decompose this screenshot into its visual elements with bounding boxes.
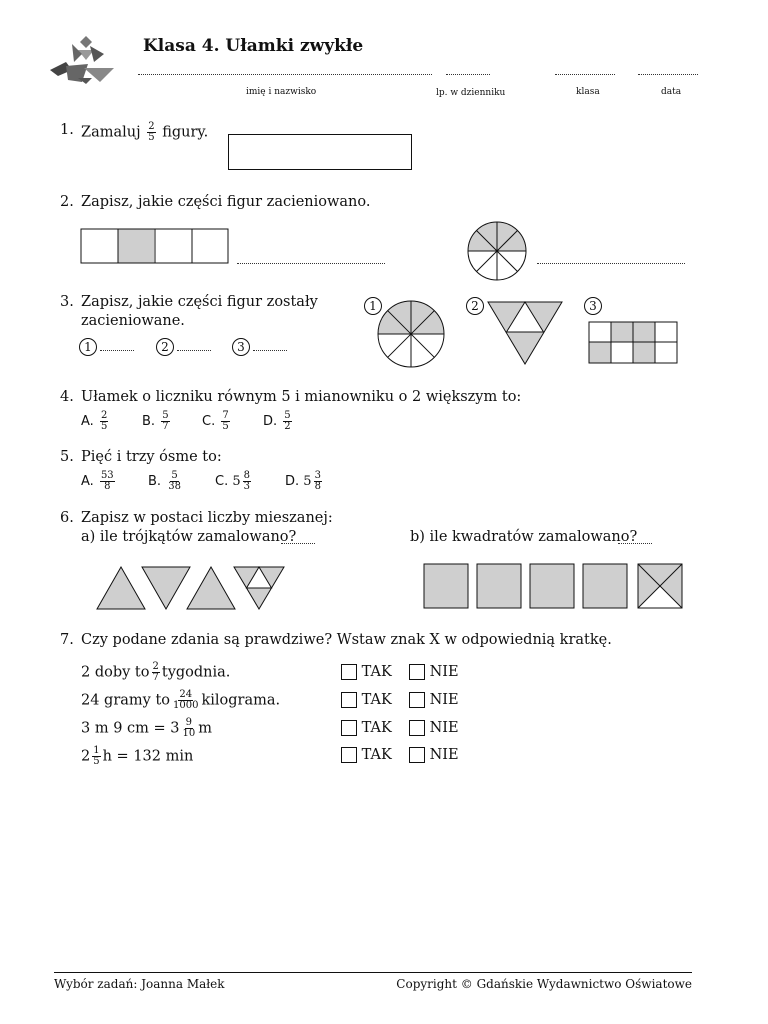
q6-triangles — [94, 564, 288, 612]
date-field-line[interactable] — [638, 74, 698, 75]
q3-text-line-1: Zapisz, jakie części figur zostały — [81, 294, 318, 310]
q2-shaded-strip — [80, 228, 230, 264]
q3-answer-label-2: 2 — [156, 338, 174, 356]
checkbox[interactable] — [341, 664, 357, 680]
class-field-line[interactable] — [555, 74, 615, 75]
publisher-logo — [48, 34, 116, 86]
q2-shaded-circle — [466, 220, 528, 282]
page-title: Klasa 4. Ułamki zwykłe — [143, 36, 364, 56]
q7-row-2-nie[interactable]: NIE — [409, 692, 459, 708]
checkbox[interactable] — [409, 747, 425, 763]
q6-part-a: a) ile trójkątów zamalowano? — [81, 529, 297, 545]
q6-answer-line-a[interactable] — [281, 543, 315, 544]
q1-rectangle-to-shade[interactable] — [228, 134, 412, 170]
q5-option-a[interactable]: A. $\frac{53}{8}$ — [81, 470, 114, 492]
q4-number: 4. — [60, 389, 74, 405]
q7-statement-4: 2 $\frac{1}{5}$ h = 132 min — [81, 745, 194, 767]
q3-answer-line-1[interactable] — [100, 350, 134, 351]
register-number-field-line[interactable] — [446, 74, 490, 75]
q3-answer-label-1: 1 — [79, 338, 97, 356]
name-field-label: imię i nazwisko — [246, 87, 317, 97]
q3-number: 3. — [60, 294, 74, 310]
q2-answer-line-1[interactable] — [237, 263, 385, 264]
q4-option-c[interactable]: C. $\frac{7}{5}$ — [202, 410, 229, 432]
q3-figure-2-triangle — [486, 300, 566, 366]
checkbox[interactable] — [341, 720, 357, 736]
q7-row-1-tak[interactable]: TAK — [341, 664, 392, 680]
q5-text: Pięć i trzy ósme to: — [81, 449, 222, 465]
footer-copyright: Copyright © Gdańskie Wydawnictwo Oświatowe — [396, 977, 692, 991]
q4-text: Ułamek o liczniku równym 5 i mianowniku o 2 większym to: — [81, 389, 522, 405]
q7-row-4-nie[interactable]: NIE — [409, 747, 459, 763]
q4-option-a[interactable]: A. $\frac{2}{5}$ — [81, 410, 108, 432]
date-field-label: data — [661, 87, 682, 97]
q3-answer-label-3: 3 — [232, 338, 250, 356]
q5-option-b[interactable]: B. $\frac{5}{38}$ — [148, 470, 181, 492]
q1-text: Zamaluj $\frac{2}{5}$ figury. — [81, 121, 209, 143]
q3-answer-line-2[interactable] — [177, 350, 211, 351]
checkbox[interactable] — [341, 747, 357, 763]
q5-option-d[interactable]: D. 5 $\frac{3}{8}$ — [285, 470, 321, 492]
q1-number: 1. — [60, 122, 74, 138]
q7-row-3-nie[interactable]: NIE — [409, 720, 459, 736]
footer-author: Wybór zadań: Joanna Małek — [54, 977, 225, 991]
q4-option-b[interactable]: B. $\frac{5}{7}$ — [142, 410, 169, 432]
q3-figure-label-1: 1 — [364, 297, 382, 315]
register-number-field-label: lp. w dzienniku — [436, 88, 506, 98]
footer-divider — [54, 972, 692, 973]
q5-option-c[interactable]: C. 5 $\frac{8}{3}$ — [215, 470, 251, 492]
q7-number: 7. — [60, 632, 74, 648]
q5-number: 5. — [60, 449, 74, 465]
q6-answer-line-b[interactable] — [618, 543, 652, 544]
q4-option-d[interactable]: D. $\frac{5}{2}$ — [263, 410, 291, 432]
q3-answer-line-3[interactable] — [253, 350, 287, 351]
q7-row-3-tak[interactable]: TAK — [341, 720, 392, 736]
q6-number: 6. — [60, 510, 74, 526]
q3-text-line-2: zacieniowane. — [81, 313, 185, 329]
q7-statement-2: 24 gramy to $\frac{24}{1000}$ kilograma. — [81, 689, 281, 711]
q3-figure-1-circle — [376, 299, 446, 369]
name-field-line[interactable] — [138, 74, 432, 75]
q7-statement-3: 3 m 9 cm = 3 $\frac{9}{10}$ m — [81, 717, 212, 739]
q7-text: Czy podane zdania są prawdziwe? Wstaw znak X w odpowiednią kratkę. — [81, 632, 612, 648]
checkbox[interactable] — [409, 664, 425, 680]
q2-number: 2. — [60, 194, 74, 210]
q6-part-b: b) ile kwadratów zamalowano? — [410, 529, 638, 545]
q6-squares — [422, 562, 686, 610]
q2-answer-line-2[interactable] — [537, 263, 685, 264]
checkbox[interactable] — [341, 692, 357, 708]
q7-row-2-tak[interactable]: TAK — [341, 692, 392, 708]
q6-text: Zapisz w postaci liczby mieszanej: — [81, 510, 333, 526]
q3-figure-3-grid — [588, 321, 678, 364]
checkbox[interactable] — [409, 692, 425, 708]
q7-row-1-nie[interactable]: NIE — [409, 664, 459, 680]
checkbox[interactable] — [409, 720, 425, 736]
q7-statement-1: 2 doby to $\frac{2}{7}$ tygodnia. — [81, 661, 231, 683]
q2-text: Zapisz, jakie części figur zacieniowano. — [81, 194, 371, 210]
q3-figure-label-2: 2 — [466, 297, 484, 315]
class-field-label: klasa — [576, 87, 600, 97]
q3-figure-label-3: 3 — [584, 297, 602, 315]
q7-row-4-tak[interactable]: TAK — [341, 747, 392, 763]
